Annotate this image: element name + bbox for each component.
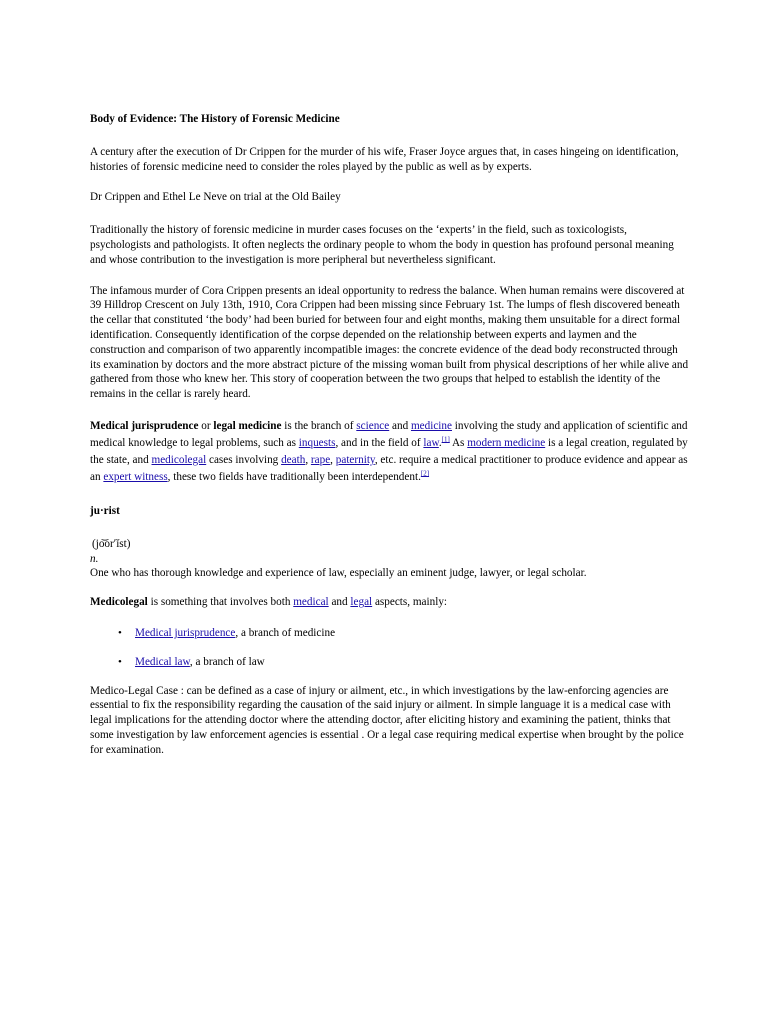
term-medical-jurisprudence: Medical jurisprudence [90, 419, 199, 432]
image-caption: Dr Crippen and Ethel Le Neve on trial at the Old Bailey [90, 191, 341, 204]
text-segment: involving the study and application of scientific and medical knowledge to legal problems, such as [90, 419, 688, 449]
link-paternity[interactable]: paternity [335, 453, 375, 466]
bullet-icon: • [118, 626, 122, 639]
paragraph-experts: Traditionally the history of forensic medicine in murder cases focuses on the ‘experts’ in the field, such as toxicologists, psychologists and pathologists. It often neglects the ordinary people to whom the body in question has profound personal meaning and whose contribution to the investigation is more peripheral but nevertheless significant. [90, 224, 674, 266]
jurist-pronunciation: (jo͝orʹĭst) [92, 537, 131, 550]
text-segment: is a legal creation, regulated by the state, and [90, 436, 688, 466]
link-inquests[interactable]: inquests [298, 436, 336, 449]
text-segment: , etc. require a medical practitioner to produce evidence and appear as an [90, 453, 688, 483]
jurist-definition: One who has thorough knowledge and experience of law, especially an eminent judge, lawyer, or legal scholar. [90, 567, 587, 580]
text-segment: , [305, 453, 311, 466]
list-item-text: , a branch of medicine [235, 626, 336, 639]
link-medical-jurisprudence[interactable]: Medical jurisprudence [135, 626, 236, 639]
document-page [90, 112, 690, 774]
reference-1[interactable]: [1] [441, 435, 450, 444]
intro-paragraph: A century after the execution of Dr Crippen for the murder of his wife, Fraser Joyce argues that, in cases hingeing on identification, histories of forensic medicine need to consider the roles played by the public as well as by experts. [90, 145, 679, 173]
text-segment: cases involving [206, 453, 282, 466]
link-medical[interactable]: medical [293, 596, 329, 609]
list-item [90, 655, 690, 670]
text-or: or [198, 419, 214, 432]
text-segment: , and in the field of [335, 436, 424, 449]
medical-jurisprudence-paragraph: Medical jurisprudence or legal medicine is the branch of science and medicine involving the study and application of scientific and medical knowledge to legal problems, such as inquests, and in the field of law.[1] As modern medicine is a legal creation, regulated by the state, and medicolegal cases involving death, rape, paternity, etc. require a medical practitioner to produce evidence and appear as an expert witness, these two fields have traditionally been interdependent.[2] [90, 419, 688, 483]
link-science[interactable]: science [356, 419, 390, 432]
list-item [90, 626, 690, 641]
medicolegal-list [90, 626, 690, 670]
link-law[interactable]: law [423, 436, 439, 449]
paragraph-crippen: The infamous murder of Cora Crippen presents an ideal opportunity to redress the balance. When human remains were discovered at 39 Hilldrop Crescent on July 13th, 1910, Cora Crippen had been missing since February 1st. The lumps of flesh discovered beneath the cellar that constituted ‘the body’ had been buried for between four and eight months, making them unsuitable for a direct formal identification. Consequently identification of the corpse depended on the relationship between experts and laymen and the construction and comparison of two apparently incompatible images: the concrete evidence of the dead body reconstructed through its examination by doctors and the more abstract picture of the missing woman built from physical descriptions of her while alive and gathered from those who knew her. This story of cooperation between the two groups that helped to establish the identity of the remains in the cellar is rarely heard. [90, 284, 689, 401]
medicolegal-paragraph [90, 595, 690, 610]
text-segment: , these two fields have traditionally been interdependent. [167, 470, 421, 483]
text-segment: is the branch of [281, 419, 357, 432]
text-segment: aspects, mainly: [372, 596, 448, 609]
term-medicolegal: Medicolegal [90, 596, 148, 609]
link-medical-law[interactable]: Medical law [135, 655, 190, 668]
list-item-text: , a branch of law [189, 655, 265, 668]
jurist-headword: ju·rist [90, 504, 120, 517]
jurist-part-of-speech: n. [90, 552, 99, 565]
medico-legal-case-paragraph: Medico-Legal Case : can be defined as a case of injury or ailment, etc., in which investigations by the law-enforcing agencies are essential to fix the responsibility regarding the causation of the said injury or ailment. In simple language it is a medical case with legal implications for the attending doctor where the attending doctor, after eliciting history and examining the patient, thinks that some investigation by law enforcement agencies is essential . Or a legal case requiring medical expertise when brought by the police for examination. [90, 684, 684, 756]
link-legal[interactable]: legal [350, 596, 373, 609]
text-segment: As [449, 436, 468, 449]
link-modern-medicine[interactable]: modern medicine [467, 436, 546, 449]
text-segment: and [389, 419, 411, 432]
link-death[interactable]: death [281, 453, 306, 466]
text-segment: , [330, 453, 336, 466]
bullet-icon: • [118, 655, 122, 668]
term-legal-medicine: legal medicine [213, 419, 282, 432]
document-title: Body of Evidence: The History of Forensic Medicine [90, 113, 340, 125]
link-medicine[interactable]: medicine [410, 419, 452, 432]
link-rape[interactable]: rape [310, 453, 331, 466]
link-medicolegal[interactable]: medicolegal [151, 453, 207, 466]
text-segment: is something that involves both [147, 596, 294, 609]
link-expert-witness[interactable]: expert witness [103, 470, 168, 483]
text-segment: and [328, 596, 351, 609]
reference-2[interactable]: [2] [420, 469, 430, 478]
